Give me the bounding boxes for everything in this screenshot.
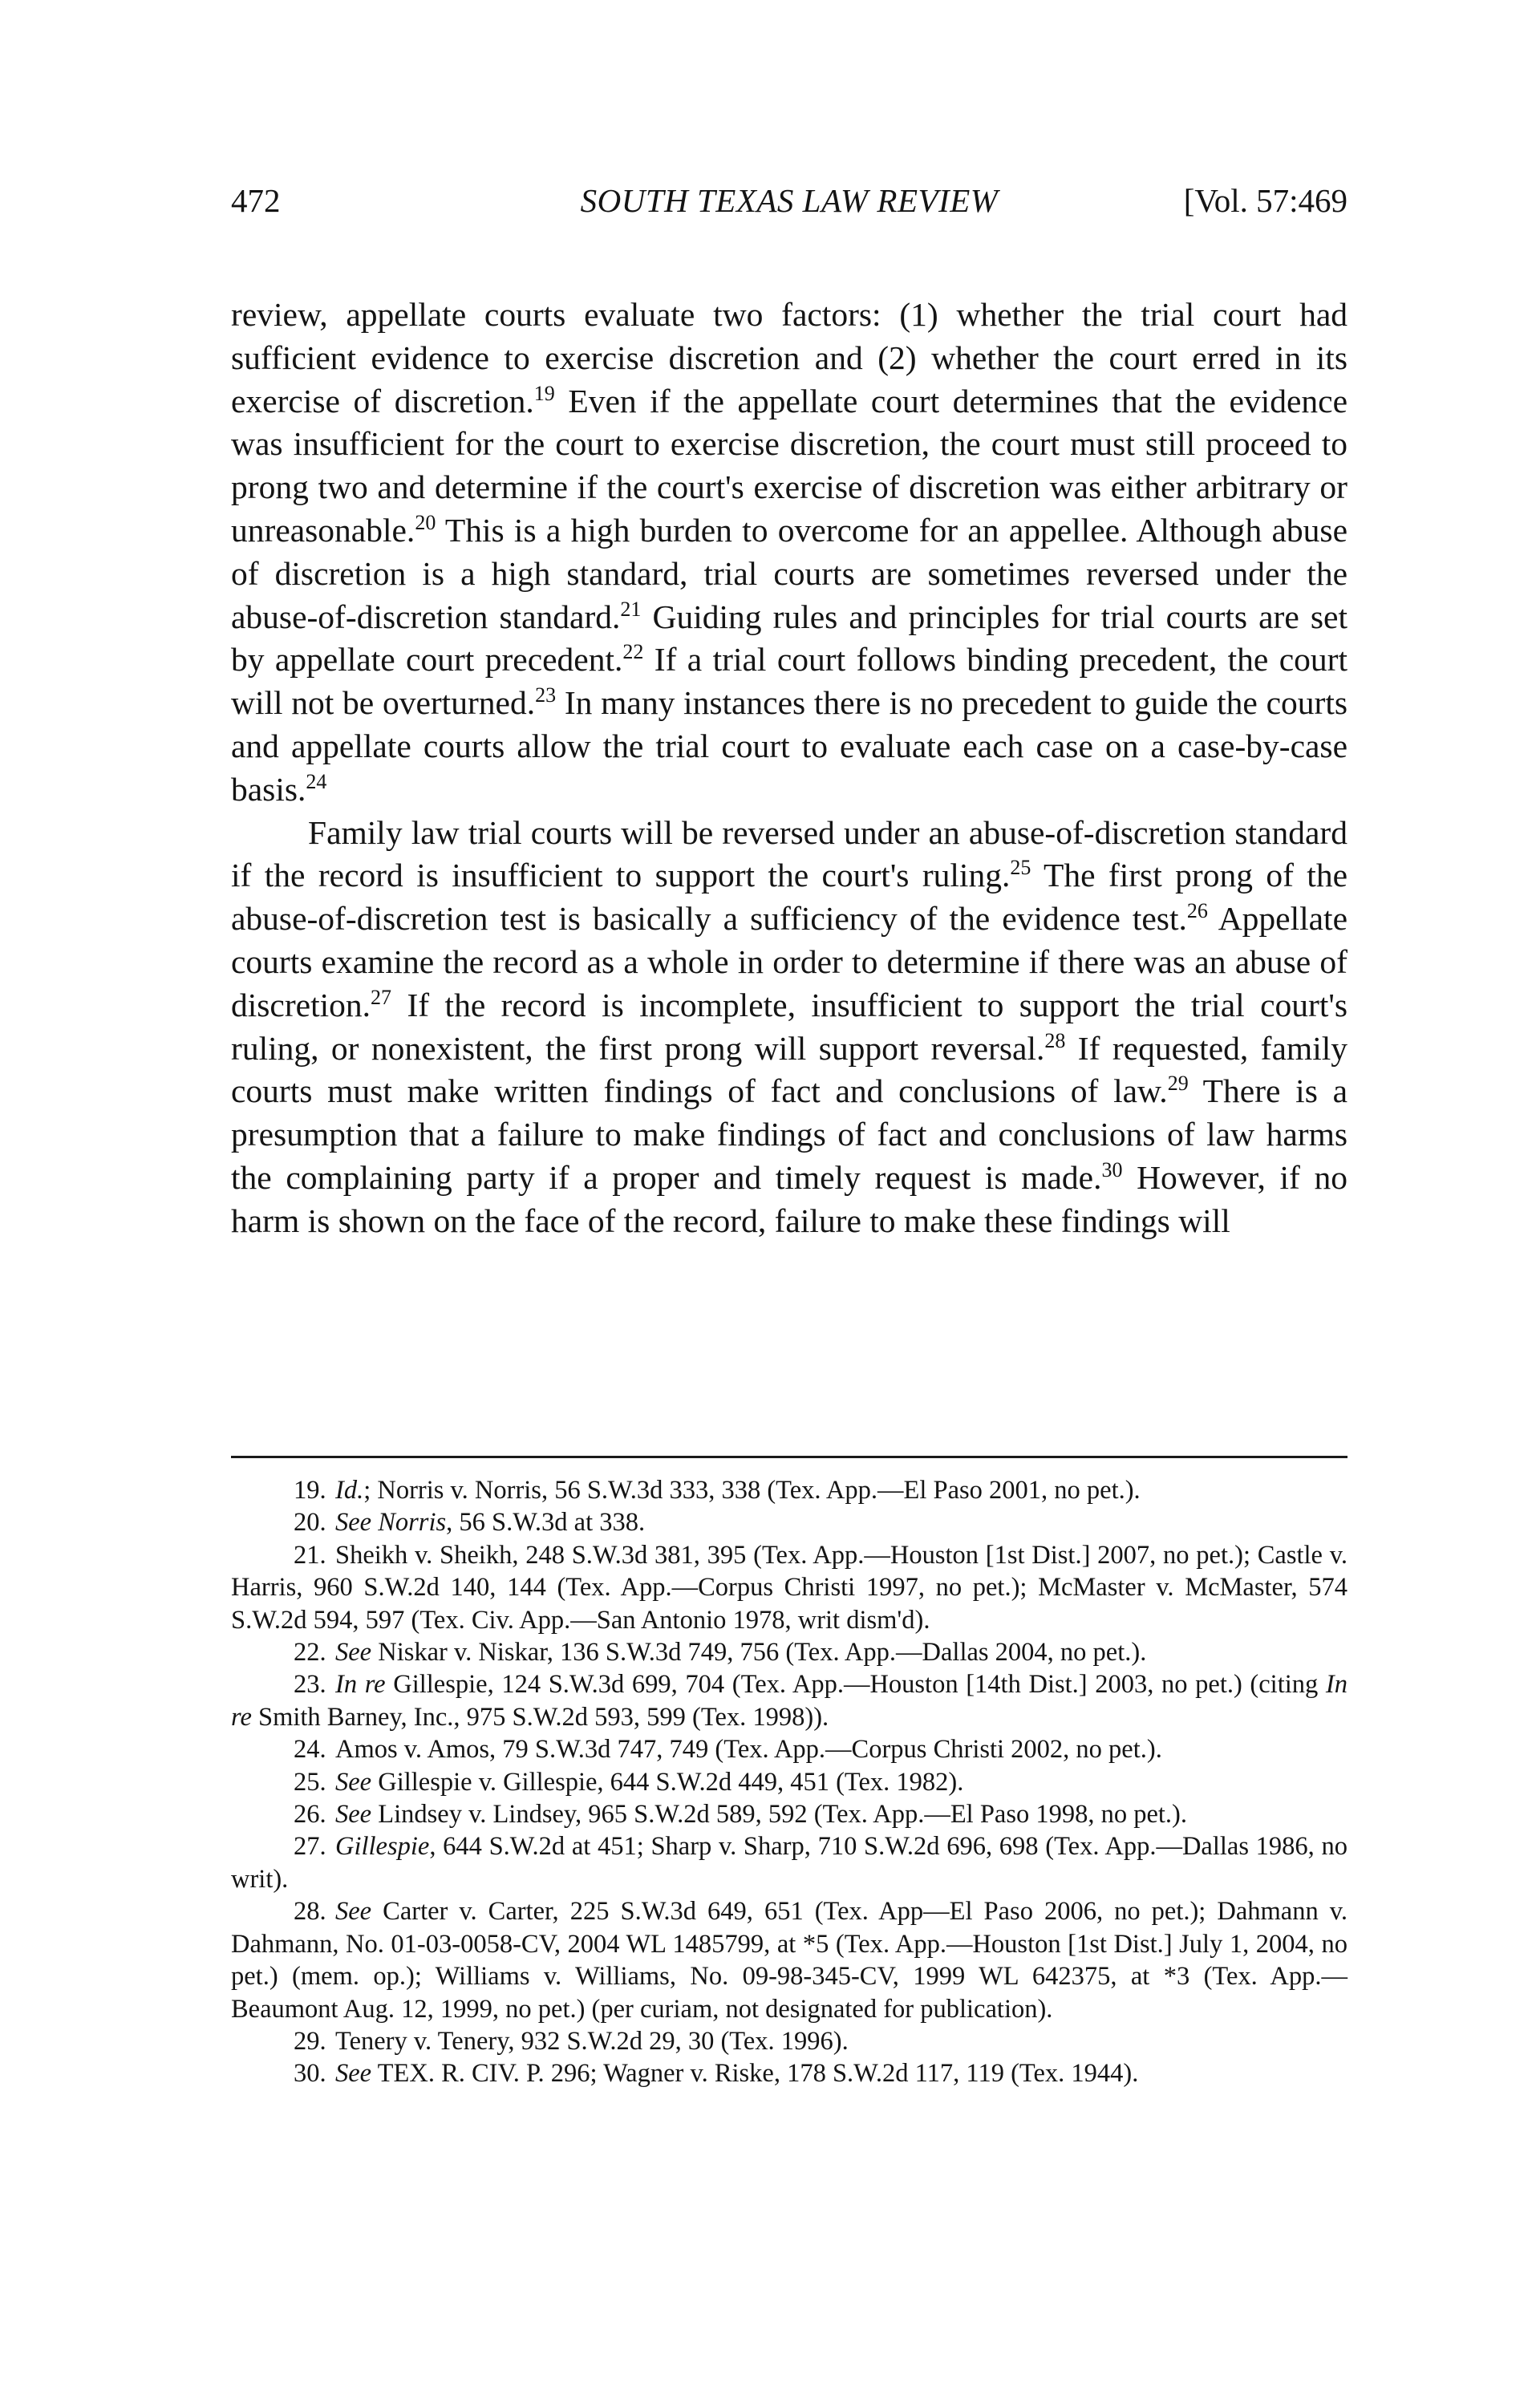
- running-header: [231, 176, 1348, 225]
- citation-text: Niskar v. Niskar, 136 S.W.3d 749, 756 (Tex. App.—Dallas 2004, no pet.).: [371, 1638, 1147, 1668]
- footnote-25: [231, 1766, 1348, 1798]
- footnote-number: 24.: [294, 1735, 326, 1765]
- footnote-number: 25.: [294, 1767, 326, 1797]
- footnote-22: [231, 1636, 1348, 1668]
- citation-italic: See Norris: [335, 1508, 447, 1538]
- text-run: If a trial court follows binding precedent, the court will not be overturned.: [231, 641, 1348, 722]
- footnote-20: [231, 1506, 1348, 1538]
- citation-italic: See: [335, 1767, 372, 1797]
- footnote-24: [231, 1733, 1348, 1765]
- footnote-separator: [231, 1456, 1348, 1458]
- citation-text: Lindsey v. Lindsey, 965 S.W.2d 589, 592 (Tex. App.—El Paso 1998, no pet.).: [371, 1800, 1188, 1830]
- footnote-ref-27[interactable]: 27: [371, 985, 392, 1009]
- text-run: In many instances there is no precedent to guide the courts and appellate courts allow the trial court to evaluate each case on a case-by-case basis.: [231, 684, 1348, 808]
- citation-italic: See: [335, 1638, 372, 1668]
- footnote-number: 20.: [294, 1508, 326, 1538]
- citation-text: TEX. R. CIV. P. 296; Wagner v. Riske, 178 S.W.2d 117, 119 (Tex. 1944).: [371, 2059, 1139, 2089]
- text-run: Family law trial courts will be reversed under an abuse-of-discretion standard if the record is insufficient to support the court's ruling.: [231, 813, 1348, 894]
- citation-text: Sheikh v. Sheikh, 248 S.W.3d 381, 395 (Tex. App.—Houston [1st Dist.] 2007, no pet.); Castle v. Harris, 960 S.W.2d 140, 144 (Tex. App.—Corpus Christi 1997, no pet.); McMaster v. McMaster, 574 S.W.2d 594, 597 (Tex. Civ. App.—San Antonio 1978, writ dism'd).: [231, 1540, 1348, 1635]
- footnote-ref-20[interactable]: 20: [415, 510, 436, 534]
- footnote-ref-21[interactable]: 21: [620, 597, 642, 621]
- footnote-ref-30[interactable]: 30: [1101, 1157, 1123, 1181]
- footnote-28: [231, 1895, 1348, 2025]
- citation-italic: See: [335, 1897, 372, 1927]
- citation-italic: Id.: [335, 1476, 364, 1505]
- citation-text: , 56 S.W.3d at 338.: [446, 1508, 646, 1538]
- citation-text: , 644 S.W.2d at 451; Sharp v. Sharp, 710 S.W.2d 696, 698 (Tex. App.—Dallas 1986, no writ).: [231, 1832, 1348, 1894]
- text-run: This is a high burden to overcome for an appellee. Although abuse of discretion is a high standard, trial courts are sometimes reversed under the abuse-of-discretion standard.: [231, 511, 1348, 635]
- footnote-number: 23.: [294, 1670, 326, 1700]
- footnote-ref-19[interactable]: 19: [533, 381, 555, 405]
- citation-italic: Gillespie: [335, 1832, 430, 1862]
- citation-text: Carter v. Carter, 225 S.W.3d 649, 651 (Tex. App—El Paso 2006, no pet.); Dahmann v. Dahmann, No. 01-03-0058-CV, 2004 WL 1485799, at *5 (Tex. App.—Houston [1st Dist.] July 1, 2004, no pet.) (mem. op.); Williams v. Williams, No. 09-98-345-CV, 1999 WL 642375, at *3 (Tex. App.—Beaumont Aug. 12, 1999, no pet.) (per curiam, not designated for publication).: [231, 1897, 1348, 2024]
- footnote-ref-29[interactable]: 29: [1167, 1072, 1189, 1096]
- text-run: The first prong of the abuse-of-discretion test is basically a sufficiency of the evidence test.: [231, 857, 1348, 938]
- paragraph-1: [231, 294, 1348, 812]
- footnote-23: [231, 1668, 1348, 1733]
- footnote-number: 27.: [294, 1832, 326, 1862]
- footnote-ref-28[interactable]: 28: [1044, 1028, 1066, 1052]
- paragraph-2: [231, 812, 1348, 1243]
- citation-text: ; Norris v. Norris, 56 S.W.3d 333, 338 (Tex. App.—El Paso 2001, no pet.).: [363, 1476, 1141, 1505]
- citation-text: Gillespie, 124 S.W.3d 699, 704 (Tex. App.—Houston [14th Dist.] 2003, no pet.) (citing: [385, 1670, 1326, 1700]
- footnote-21: [231, 1539, 1348, 1636]
- footnotes: [231, 1474, 1348, 2090]
- footnote-ref-23[interactable]: 23: [535, 683, 557, 707]
- footnote-ref-26[interactable]: 26: [1186, 899, 1208, 923]
- text-run: If the record is incomplete, insufficient to support the trial court's ruling, or nonexistent, the first prong will support reversal.: [231, 986, 1348, 1067]
- text-run: review, appellate courts evaluate two factors: (1) whether the trial court had sufficient evidence to exercise discretion and (2) whether the court erred in its exercise of discretion.: [231, 296, 1348, 419]
- footnote-number: 22.: [294, 1638, 326, 1668]
- footnote-27: [231, 1830, 1348, 1895]
- footnote-number: 26.: [294, 1800, 326, 1830]
- footnote-26: [231, 1798, 1348, 1830]
- citation-italic: See: [335, 2059, 372, 2089]
- citation-text: Amos v. Amos, 79 S.W.3d 747, 749 (Tex. App.—Corpus Christi 2002, no pet.).: [335, 1735, 1162, 1765]
- page-number: 472: [231, 182, 281, 219]
- footnote-number: 29.: [294, 2026, 326, 2056]
- footnote-number: 28.: [294, 1897, 326, 1927]
- footnote-ref-22[interactable]: 22: [622, 640, 644, 664]
- citation-text: Tenery v. Tenery, 932 S.W.2d 29, 30 (Tex. 1996).: [335, 2026, 849, 2056]
- text-run: There is a presumption that a failure to make findings of fact and conclusions of law harms the complaining party if a proper and timely request is made.: [231, 1072, 1348, 1196]
- footnote-number: 30.: [294, 2059, 326, 2089]
- citation-text: Smith Barney, Inc., 975 S.W.2d 593, 599 (Tex. 1998)).: [251, 1702, 829, 1732]
- text-run: Guiding rules and principles for trial courts are set by appellate court precedent.: [231, 598, 1348, 679]
- journal-title: SOUTH TEXAS LAW REVIEW: [580, 182, 999, 219]
- text-run: Even if the appellate court determines that the evidence was insufficient for the court to exercise discretion, the court must still proceed to prong two and determine if the court's exercise of discretion was either arbitrary or unreasonable.: [231, 382, 1348, 549]
- citation-italic: See: [335, 1800, 372, 1830]
- text-run: Appellate courts examine the record as a whole in order to determine if there was an abuse of discretion.: [231, 900, 1348, 1023]
- footnote-number: 21.: [294, 1540, 326, 1570]
- footnote-number: 19.: [294, 1476, 326, 1505]
- citation-italic: In re: [231, 1670, 1348, 1732]
- footnote-19: [231, 1474, 1348, 1506]
- footnote-29: [231, 2025, 1348, 2057]
- citation-italic: In re: [335, 1670, 386, 1700]
- text-run: If requested, family courts must make written findings of fact and conclusions of law.: [231, 1029, 1348, 1110]
- citation-text: Gillespie v. Gillespie, 644 S.W.2d 449, 451 (Tex. 1982).: [371, 1767, 964, 1797]
- text-run: However, if no harm is shown on the face of the record, failure to make these findings will: [231, 1158, 1348, 1239]
- volume-citation: [Vol. 57:469: [1183, 182, 1348, 219]
- footnote-30: [231, 2057, 1348, 2089]
- main-body: [231, 294, 1348, 1243]
- footnote-ref-24[interactable]: 24: [306, 769, 327, 793]
- footnote-ref-25[interactable]: 25: [1010, 856, 1031, 880]
